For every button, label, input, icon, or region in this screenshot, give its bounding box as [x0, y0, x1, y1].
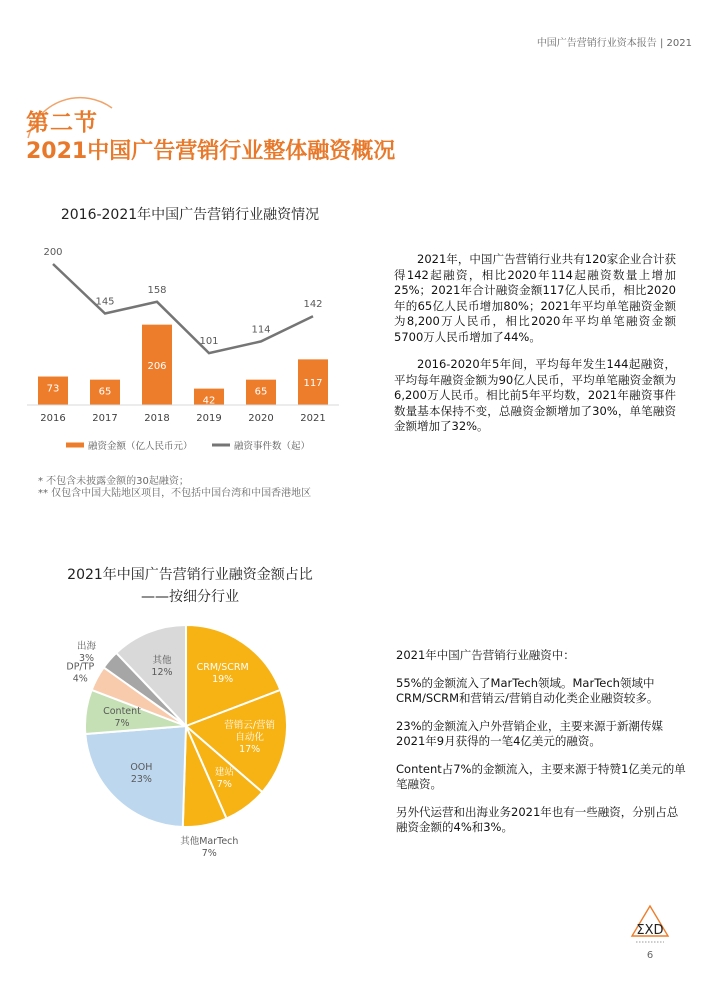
page-number: 6 [646, 950, 654, 961]
pie-category-label: 营销云/营销 [224, 720, 276, 732]
findings-text [396, 648, 686, 848]
logo-text: ΣXD [636, 923, 664, 938]
analysis-paragraph: 2016-2020年5年间，平均每年发生144起融资，平均每年融资金额为90亿人民币，平均单笔融资金额为6,200万人民币。相比前5年平均数，2021年融资事件数量基本保持不变，总融资金额增加了30%，单笔融资金额增加了32%。 [394, 357, 676, 433]
deal-count-line [53, 264, 313, 353]
x-tick-label: 2016 [40, 413, 66, 424]
pie-category-label: 建站 [214, 767, 234, 779]
pie-value-label: 17% [239, 744, 261, 756]
x-tick-label: 2018 [144, 413, 170, 424]
findings-heading: 2021年中国广告营销行业融资中： [396, 648, 575, 662]
pie-value-label: 7% [114, 717, 130, 729]
pie-category-label: OOH [130, 761, 153, 773]
line-value-label: 200 [43, 247, 63, 258]
line-value-label: 142 [303, 299, 323, 311]
bar-value-label: 42 [202, 395, 216, 407]
pie-category-label: 其他 [152, 654, 172, 666]
pie-value-label: 7% [216, 779, 232, 791]
funding-chart-title: 2016-2021年中国广告营销行业融资情况 [60, 207, 320, 223]
pie-title-line: 2021年中国广告营销行业融资金额占比 [67, 567, 313, 583]
x-tick-label: 2019 [196, 413, 222, 424]
x-tick-label: 2017 [92, 413, 118, 424]
bar-value-label: 65 [254, 386, 268, 398]
bar-value-label: 73 [46, 383, 60, 395]
pie-value-label: 7% [201, 847, 217, 859]
bar-value-label: 117 [303, 378, 323, 390]
pie-value-label: 4% [72, 673, 88, 685]
pie-subtitle-line: ——按细分行业 [141, 589, 239, 605]
pie-category-label: 其他MarTech [180, 835, 239, 847]
analysis-paragraph: 2021年，中国广告营销行业共有120家企业合计获得142起融资，相比2020年114起融资数量上增加25%；2021年合计融资金额117亿人民币，相比2020年的65亿人民币增加80%；2021年平均单笔融资金额为8,200万人民币，相比2020年平均单笔融资金额5700万人民币增加了44%。 [394, 252, 676, 344]
finding-item: 另外代运营和出海业务2021年也有一些融资，分别占总融资金额的4%和3%。 [396, 804, 679, 834]
line-value-label: 114 [251, 324, 271, 336]
pie-category-label: Content [103, 705, 141, 717]
finding-item: Content占7%的金额流入，主要来源于特赞1亿美元的单笔融资。 [396, 761, 686, 791]
funding-combo-chart [22, 240, 342, 462]
legend-label-count: 融资事件数（起） [234, 441, 311, 452]
line-value-label: 158 [147, 284, 167, 296]
section-label: 第二节 [26, 110, 98, 136]
section-title: 2021中国广告营销行业整体融资概况 [26, 139, 396, 164]
pie-value-label: 19% [212, 673, 234, 685]
pie-value-label: 12% [151, 666, 173, 678]
bar-value-label: 206 [147, 360, 167, 372]
pie-category-label: DP/TP [66, 661, 95, 673]
brand-logo [628, 904, 672, 948]
x-tick-label: 2021 [300, 413, 326, 424]
chart-notes [38, 476, 311, 500]
chart-note: * 不包含未披露金额的30起融资； [38, 476, 189, 487]
bar-value-label: 65 [98, 386, 112, 398]
legend-label-amount: 融资金额（亿人民币元） [88, 441, 193, 452]
pie-category-label: CRM/SCRM [196, 661, 249, 673]
line-value-label: 101 [199, 336, 219, 348]
chart-note: ** 仅包含中国大陆地区项目，不包括中国台湾和中国香港地区 [38, 488, 312, 499]
x-tick-label: 2020 [248, 413, 274, 424]
line-value-label: 145 [95, 296, 115, 308]
pie-category-label: 出海 [77, 640, 97, 652]
pie-value-label: 3% [78, 652, 95, 664]
pie-value-label: 23% [130, 773, 152, 785]
report-header: 中国广告营销行业资本报告 | 2021 [536, 38, 692, 49]
pie-category-label: 自动化 [235, 732, 264, 744]
finding-item: 23%的金额流入户外营销企业，主要来源于新潮传媒2021年9月获得的一笔4亿美元的融资。 [396, 718, 664, 748]
finding-item: 55%的金额流入了MarTech领域。MarTech领域中CRM/SCRM和营销云/营销自动化类企业融资较多。 [396, 675, 659, 705]
analysis-text [394, 252, 676, 447]
segment-pie-chart [60, 600, 310, 859]
